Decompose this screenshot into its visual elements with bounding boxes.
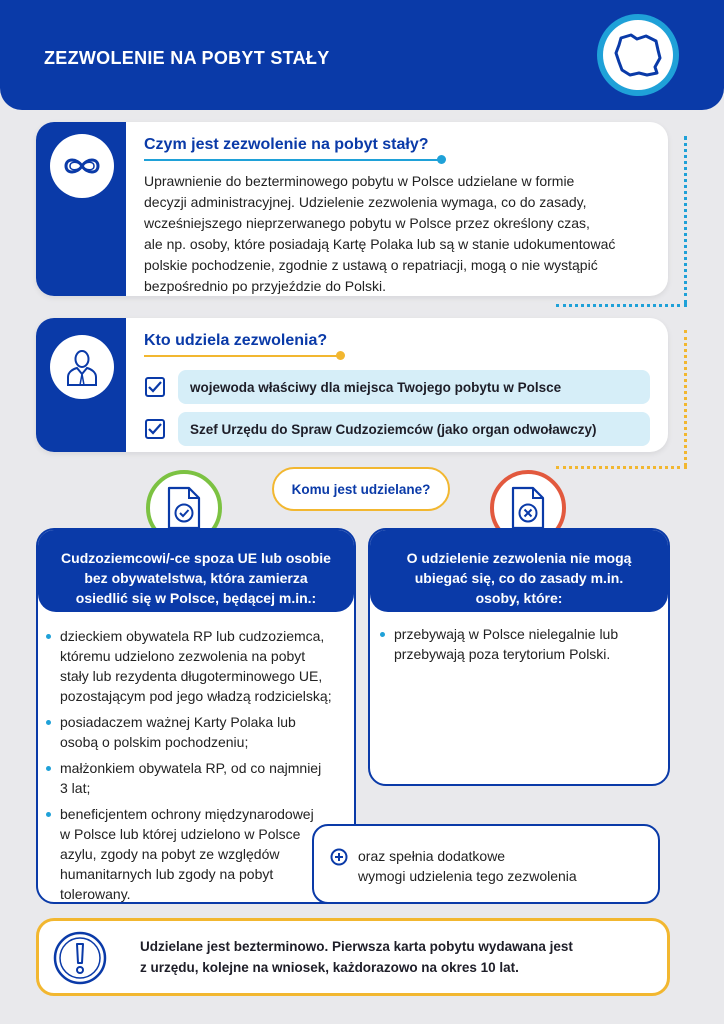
list-item: przebywają w Polsce nielegalnie lub przebywają poza terytorium Polski. (380, 624, 660, 664)
list-item: małżonkiem obywatela RP, od co najmniej 3 lat; (46, 758, 351, 798)
eligible-list (46, 626, 351, 904)
page-title: ZEZWOLENIE NA POBYT STAŁY (44, 48, 330, 68)
authority-title: Kto udziela zezwolenia? (144, 332, 328, 349)
additional-requirements-text: oraz spełnia dodatkowe wymogi udzielenia tego zezwolenia (358, 848, 577, 884)
not-eligible-heading: O udzielenie zezwolenia nie mogą ubiegać się, co do zasady m.in. osoby, które: (370, 530, 668, 612)
granted-to-pill: Komu jest udzielane? (272, 467, 450, 511)
title-underline (144, 355, 340, 357)
title-dot (336, 351, 345, 360)
not-eligible-card (368, 528, 670, 786)
poland-map-icon (613, 32, 663, 78)
authority-item: wojewoda właściwy dla miejsca Twojego pobytu w Polsce (178, 370, 650, 404)
list-item: beneficjentem ochrony międzynarodowej w Polsce lub której udzielono w Polsce azylu, zgody na pobyt ze względów humanitarnych lub zgody na pobyt tolerowany. (46, 804, 351, 904)
title-dot (437, 155, 446, 164)
dotted-connector (556, 304, 687, 307)
eligible-card (36, 528, 356, 904)
list-item: dzieckiem obywatela RP lub cudzoziemca, któremu udzielono zezwolenia na pobyt stały lub rezydenta długoterminowego UE, pozostającym pod jego władzą rodzicielską; (46, 626, 351, 706)
dotted-connector (684, 136, 687, 304)
exclamation-icon (52, 930, 108, 986)
document-check-icon (165, 486, 203, 530)
official-person-icon (62, 347, 102, 387)
definition-text: Uprawnienie do bezterminowego pobytu w Polsce udzielane w formie decyzji administracyjnej. Udzielenie zezwolenia wymaga, co do zasady, wcześniejszego nieprzerwanego pobytu w Polsce przez określony czas, ale np. osoby, które posiadają Kartę Polaka lub są w stanie udokumentować polskie pochodzenie, zgodnie z ustawą o repatriacji, mogą o nie wystąpić bezpośrednio po przyjeździe do Polski. (144, 173, 616, 294)
infinity-icon (60, 154, 104, 178)
eligible-heading: Cudzoziemcowi/-ce spoza UE lub osobie bez obywatelstwa, która zamierza osiedlić się w Polsce, będącej m.in.: (38, 530, 354, 612)
authority-item: Szef Urzędu do Spraw Cudzoziemców (jako organ odwoławczy) (178, 412, 650, 446)
validity-note-text: Udzielane jest bezterminowo. Pierwsza karta pobytu wydawana jest z urzędu, kolejne na wniosek, każdorazowo na okres 10 lat. (140, 939, 573, 975)
checkbox-icon (145, 419, 165, 439)
plus-circle-icon (330, 848, 348, 866)
title-underline (144, 159, 438, 161)
dotted-connector (556, 466, 687, 469)
exclamation-badge (50, 928, 110, 988)
checkbox-icon (145, 377, 165, 397)
list-item: posiadaczem ważnej Karty Polaka lub osobą o polskim pochodzeniu; (46, 712, 351, 752)
not-eligible-list (380, 624, 660, 670)
official-badge (50, 335, 114, 399)
map-badge (597, 14, 679, 96)
dotted-connector (684, 330, 687, 466)
definition-title: Czym jest zezwolenie na pobyt stały? (144, 136, 429, 153)
document-cross-icon (509, 486, 547, 530)
infinity-badge (50, 134, 114, 198)
